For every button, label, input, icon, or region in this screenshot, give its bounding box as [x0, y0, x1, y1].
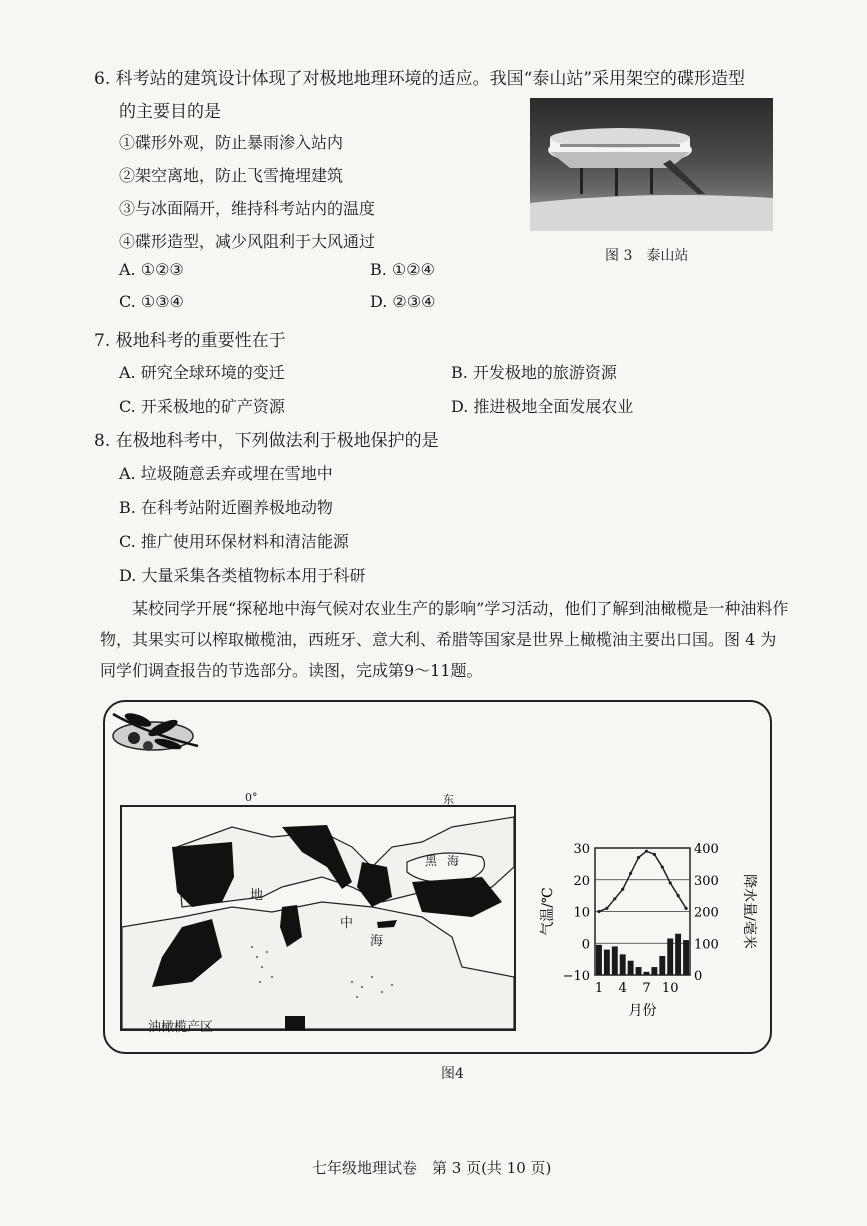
figure4-caption: 图4: [441, 1066, 464, 1082]
q7-option-d: D. 推进极地全面发展农业: [451, 397, 634, 416]
map-label-black-sea-2: 海: [447, 854, 460, 868]
figure3-caption: 图 3 泰山站: [605, 248, 689, 264]
temperature-point: [677, 894, 680, 897]
q8-option-c: C. 推广使用环保材料和清洁能源: [119, 532, 349, 551]
precip-tick-label: 0: [694, 969, 703, 984]
temperature-point: [684, 907, 687, 910]
map-label-di: 地: [250, 888, 264, 903]
precip-axis-label: 降水量/毫米: [741, 874, 757, 949]
map-label-hai: 海: [370, 934, 384, 949]
q6-option-d: D. ②③④: [370, 292, 436, 311]
climate-chart: [540, 838, 755, 1028]
map-meridian-east: 东: [443, 793, 454, 806]
q6-option-b: B. ①②④: [370, 260, 435, 279]
temperature-point: [597, 910, 600, 913]
q7-option-c: C. 开采极地的矿产资源: [119, 397, 285, 416]
month-tick-label: 7: [642, 981, 651, 996]
precip-tick-label: 300: [694, 873, 719, 889]
passage-text: 某校同学开展“探秘地中海气候对农业生产的影响”学习活动，他们了解到油橄榄是一种油料作物，其果实可以榨取橄榄油，西班牙、意大利、希腊等国家是世界上橄榄油主要出口国。图 4 为同学们调查报告的节选部分。读图，完成第9～11题。: [100, 599, 789, 680]
temperature-axis-label: 气温/℃: [540, 887, 556, 936]
olive-branch-icon: [108, 706, 203, 766]
precip-tick-label: 400: [694, 842, 719, 857]
q7-stem: 7. 极地科考的重要性在于: [94, 331, 286, 351]
q7-option-a: A. 研究全球环境的变迁: [119, 363, 285, 382]
precip-bar: [683, 940, 689, 975]
temperature-point: [653, 853, 656, 856]
precip-bar: [651, 967, 657, 975]
temperature-tick-label: 0: [581, 937, 590, 953]
precip-bar: [636, 967, 642, 975]
q8-option-d: D. 大量采集各类植物标本用于科研: [119, 566, 366, 585]
map-label-zhong: 中: [340, 916, 354, 931]
temperature-point: [613, 897, 616, 900]
temperature-tick-label: −10: [562, 969, 590, 984]
temperature-point: [605, 907, 608, 910]
q6-option-c: C. ①③④: [119, 292, 184, 311]
map-legend-swatch: [285, 1016, 305, 1030]
precip-bar: [644, 972, 650, 975]
map-legend-text: 油橄榄产区: [148, 1020, 214, 1035]
q8-option-b: B. 在科考站附近圈养极地动物: [119, 498, 333, 517]
temperature-point: [621, 888, 624, 891]
temperature-point: [645, 850, 648, 853]
map-meridian-0: 0°: [245, 791, 258, 804]
temperature-tick-label: 30: [573, 842, 590, 857]
temperature-point: [629, 872, 632, 875]
q6-statement-1: ①碟形外观，防止暴雨渗入站内: [119, 133, 344, 152]
temperature-line: [599, 851, 686, 911]
temperature-tick-label: 20: [573, 873, 590, 889]
temperature-tick-label: 10: [573, 905, 590, 921]
q8-stem: 8. 在极地科考中，下列做法利于极地保护的是: [94, 431, 439, 451]
q6-stem-line1: 6. 科考站的建筑设计体现了对极地地理环境的适应。我国“泰山站”采用架空的碟形造型: [94, 69, 746, 89]
q6-statement-3: ③与冰面隔开，维持科考站内的温度: [119, 199, 376, 218]
taishan-station-photo: [530, 98, 773, 231]
q6-option-a: A. ①②③: [119, 260, 184, 279]
month-tick-label: 1: [594, 981, 604, 996]
month-tick-label: 4: [618, 981, 627, 996]
q6-statement-2: ②架空离地，防止飞雪掩埋建筑: [119, 166, 344, 185]
mediterranean-map: [120, 805, 516, 1031]
precip-bar: [604, 950, 610, 975]
temperature-point: [661, 865, 664, 868]
temperature-point: [669, 881, 672, 884]
q6-statement-4: ④碟形造型，减少风阻利于大风通过: [119, 232, 376, 251]
precip-bar: [675, 934, 681, 975]
precip-bar: [659, 956, 665, 975]
q6-stem-line2: 的主要目的是: [119, 102, 221, 122]
precip-bar: [620, 954, 626, 975]
precip-tick-label: 200: [694, 905, 719, 921]
page-footer: 七年级地理试卷 第 3 页(共 10 页): [312, 1159, 552, 1177]
q7-option-b: B. 开发极地的旅游资源: [451, 363, 617, 382]
precip-bar: [628, 961, 634, 975]
precip-bar: [612, 946, 618, 975]
precip-bar: [596, 945, 602, 975]
month-axis-label: 月份: [628, 1003, 657, 1019]
precip-tick-label: 100: [694, 937, 719, 953]
month-tick-label: 10: [661, 981, 679, 996]
map-label-black-sea-1: 黑: [425, 854, 438, 868]
precip-bar: [667, 938, 673, 975]
temperature-point: [637, 856, 640, 859]
q8-option-a: A. 垃圾随意丢弃或埋在雪地中: [119, 464, 333, 483]
